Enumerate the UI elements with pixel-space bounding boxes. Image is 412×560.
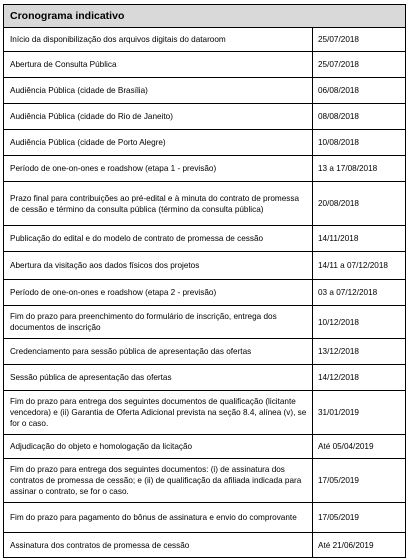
table-row [4, 503, 405, 533]
schedule-table [3, 4, 406, 558]
row-description: Período de one-on-ones e roadshow (etapa 1 - previsão) [4, 156, 313, 181]
row-description: Audiência Pública (cidade do Rio de Janeito) [4, 104, 313, 129]
row-date: 14/11 a 07/12/2018 [318, 261, 388, 270]
table-row [4, 156, 405, 182]
row-date: 08/08/2018 [318, 112, 359, 121]
row-description: Assinatura dos contratos de promessa de cessão [4, 533, 313, 557]
row-description: Abertura de Consulta Pública [4, 52, 313, 77]
row-description: Audiência Pública (cidade de Brasília) [4, 78, 313, 103]
row-date: 31/01/2019 [318, 408, 359, 417]
row-description: Fim do prazo para pagamento do bônus de assinatura e envio do comprovante [4, 503, 313, 532]
row-description: Fim do prazo para preenchimento do formulário de inscrição, entrega dos documentos de inscrição [4, 306, 313, 338]
row-date: 25/07/2018 [318, 60, 359, 69]
row-date: Até 05/04/2019 [318, 442, 374, 451]
row-date: 10/08/2018 [318, 138, 359, 147]
row-description: Início da disponibilização dos arquivos digitais do dataroom [4, 28, 313, 51]
row-date: 10/12/2018 [318, 317, 359, 327]
row-date: 13 a 17/08/2018 [318, 164, 378, 173]
row-date: 03 a 07/12/2018 [318, 288, 378, 297]
table-row [4, 52, 405, 78]
table-row [4, 130, 405, 156]
table-row [4, 339, 405, 365]
row-description: Adjudicação do objeto e homologação da licitação [4, 435, 313, 458]
table-row [4, 28, 405, 52]
row-description: Prazo final para contribuições ao pré-edital e à minuta do contrato de promessa de cessão e término da consulta pública (término da consulta pública) [4, 182, 313, 225]
table-row [4, 226, 405, 252]
row-date: 14/12/2018 [318, 373, 359, 382]
row-description: Publicação do edital e do modelo de contrato de promessa de cessão [4, 226, 313, 251]
row-date: 20/08/2018 [318, 199, 359, 208]
row-date: 17/05/2019 [318, 476, 359, 485]
table-row [4, 435, 405, 459]
table-row [4, 533, 405, 557]
row-description: Período de one-on-ones e roadshow (etapa 2 - previsão) [4, 280, 313, 305]
table-header [4, 5, 405, 28]
table-row [4, 459, 405, 503]
row-description: Sessão pública de apresentação das ofertas [4, 365, 313, 390]
table-row [4, 280, 405, 306]
row-description: Audiência Pública (cidade de Porto Alegre) [4, 130, 313, 155]
row-date: 06/08/2018 [318, 86, 359, 95]
table-row [4, 104, 405, 130]
table-title: Cronograma indicativo [10, 10, 125, 22]
table-row [4, 306, 405, 339]
row-date: 14/11/2018 [318, 234, 359, 243]
table-row [4, 78, 405, 104]
table-row [4, 391, 405, 435]
table-row [4, 252, 405, 280]
table-row [4, 365, 405, 391]
row-date: 13/12/2018 [318, 347, 359, 356]
row-description: Credenciamento para sessão pública de apresentação das ofertas [4, 339, 313, 364]
row-date: Até 21/06/2019 [318, 540, 374, 550]
row-date: 17/05/2019 [318, 513, 359, 522]
row-description: Fim do prazo para entrega dos seguintes documentos: (i) de assinatura dos contratos de promessa de cessão; e (ii) de qualificação da afiliada indicada para assinar o contrato, se for o caso. [4, 459, 313, 502]
row-date: 25/07/2018 [318, 35, 359, 44]
row-description: Fim do prazo para entrega dos seguintes documentos de qualificação (licitante vencedora) e (ii) Garantia de Oferta Adicional prevista na seção 8.4, alínea (v), se for o caso. [4, 391, 313, 434]
row-description: Abertura da visitação aos dados físicos dos projetos [4, 252, 313, 279]
table-row [4, 182, 405, 226]
